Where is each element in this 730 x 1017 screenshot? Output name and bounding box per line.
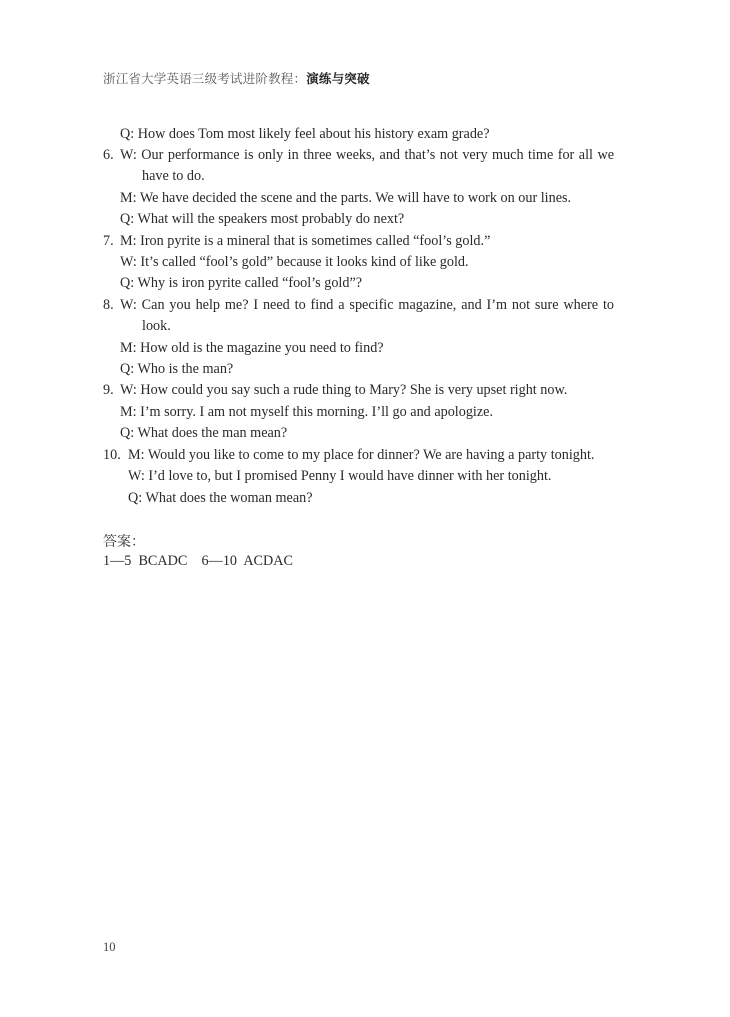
dialogue-line: look. <box>142 318 171 334</box>
dialogue-line: 7. M: Iron pyrite is a mineral that is sometimes called “fool’s gold.” <box>103 233 491 249</box>
dialogue-line: Q: What does the man mean? <box>120 425 288 441</box>
book-subtitle: 演练与突破 <box>306 71 370 86</box>
dialogue-line: 6. W: Our performance is only in three weeks, and that’s not very much time for all we <box>103 147 614 163</box>
dialogue-line: M: How old is the magazine you need to find? <box>120 340 384 356</box>
dialogue-line: have to do. <box>142 168 205 184</box>
item-number: 7. <box>103 233 114 249</box>
dialogue-line: Q: How does Tom most likely feel about his history exam grade? <box>120 126 490 142</box>
dialogue-line: M: I’m sorry. I am not myself this morning. I’ll go and apologize. <box>120 404 494 420</box>
dialogue-line: W: I’d love to, but I promised Penny I would have dinner with her tonight. <box>128 468 552 484</box>
dialogue-line: 9. W: How could you say such a rude thing to Mary? She is very upset right now. <box>103 382 568 398</box>
answers-heading: 答案： <box>103 534 145 550</box>
item-number: 10. <box>103 447 121 463</box>
item-number: 9. <box>103 382 114 398</box>
dialogue-line: W: It’s called “fool’s gold” because it looks kind of like gold. <box>120 254 469 270</box>
dialogue-line: 8. W: Can you help me? I need to find a specific magazine, and I’m not sure where to <box>103 297 614 313</box>
running-header <box>103 69 370 87</box>
dialogue-line: Q: What does the woman mean? <box>128 490 313 506</box>
dialogue-line: Q: Who is the man? <box>120 361 234 377</box>
answers-key: 1—5 BCADC 6—10 ACDAC <box>103 553 293 569</box>
item-number: 8. <box>103 297 114 313</box>
dialogue-line: 10. M: Would you like to come to my place for dinner? We are having a party tonight. <box>103 447 595 463</box>
book-title: 浙江省大学英语三级考试进阶教程： <box>103 71 307 86</box>
dialogue-line: M: We have decided the scene and the parts. We will have to work on our lines. <box>120 190 572 206</box>
item-number: 6. <box>103 147 114 163</box>
dialogue-line: Q: Why is iron pyrite called “fool’s gold”? <box>120 275 363 291</box>
dialogue-line: Q: What will the speakers most probably do next? <box>120 211 405 227</box>
page-number: 10 <box>103 940 116 954</box>
